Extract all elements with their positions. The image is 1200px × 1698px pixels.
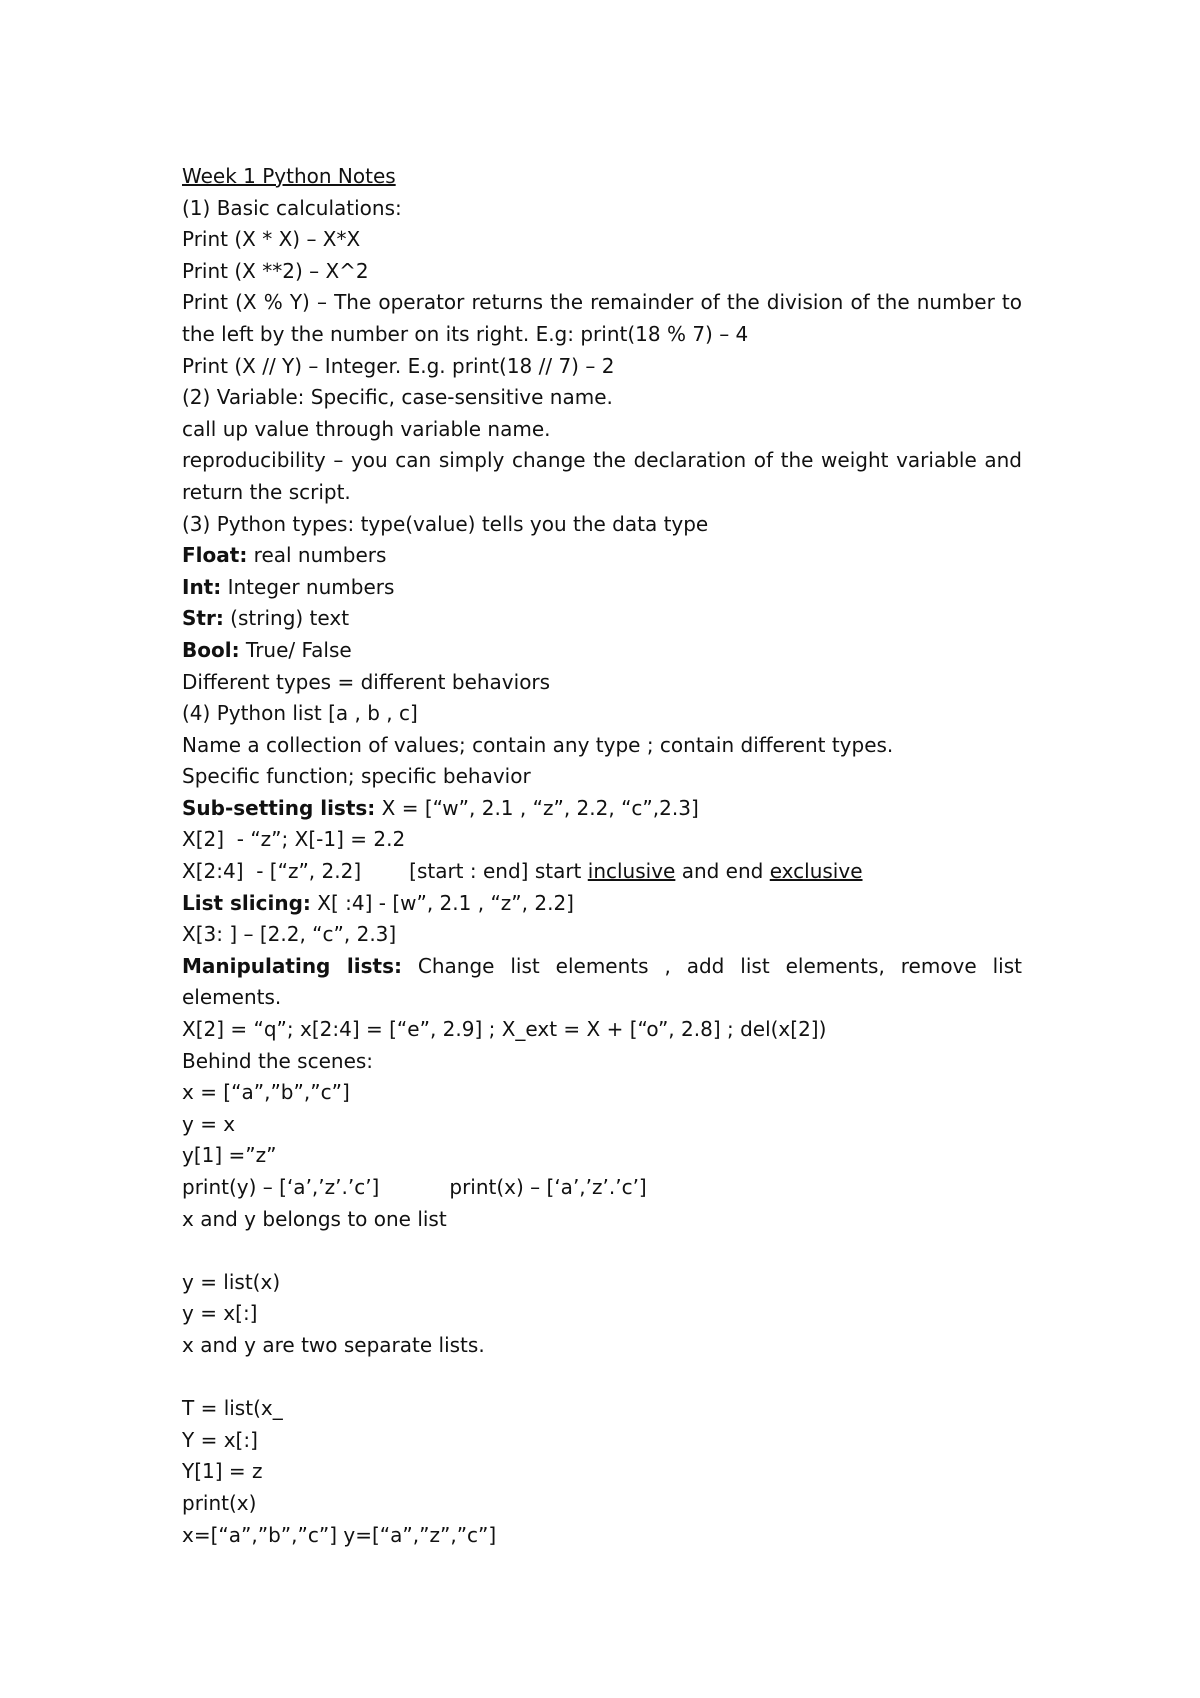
term-label: Manipulating lists:	[182, 953, 402, 978]
behind-scenes-heading: Behind the scenes:	[182, 1048, 374, 1073]
text-line: X[3: ] – [2.2, “c”, 2.3]	[182, 922, 397, 947]
slice-line	[182, 856, 1022, 888]
code-line: y = x	[182, 1111, 236, 1136]
slice-rule-mid: and end	[675, 859, 770, 884]
slice-rule: [start : end] start	[409, 859, 588, 884]
section-heading-variable: (2) Variable: Specific, case-sensitive name.	[182, 385, 613, 410]
term-text: X[ :4] - [w”, 2.1 , “z”, 2.2]	[310, 890, 574, 915]
section-heading-basic-calculations: (1) Basic calculations:	[182, 195, 402, 220]
print-x: print(x) – [‘a’,’z’.’c’]	[449, 1175, 647, 1199]
code-line: y = x[:]	[182, 1301, 258, 1326]
code-line: y = list(x)	[182, 1269, 281, 1294]
type-str-line	[182, 603, 1022, 635]
type-label: Float:	[182, 543, 248, 568]
text-line: Name a collection of values; contain any type ; contain different types.	[182, 732, 894, 757]
type-label: Str:	[182, 606, 224, 631]
type-float-line	[182, 540, 1022, 572]
inclusive-word: inclusive	[587, 859, 676, 884]
code-line: print(x)	[182, 1490, 257, 1515]
section-heading-python-list: (4) Python list [a , b , c]	[182, 701, 418, 726]
slice-example: X[2:4] - [“z”, 2.2]	[182, 859, 362, 884]
text-line: Print (X * X) – X*X	[182, 227, 361, 252]
type-text: real numbers	[247, 543, 387, 568]
text-paragraph: Print (X % Y) – The operator returns the remainder of the division of the number to the left by the number on its right. E.g: print(18 % 7) – 4	[182, 290, 1022, 346]
code-line: Y = x[:]	[182, 1427, 258, 1452]
blank-line	[182, 1362, 1022, 1394]
exclusive-word: exclusive	[769, 859, 863, 884]
code-line: x=[“a”,”b”,”c”] y=[“a”,”z”,”c”]	[182, 1522, 497, 1547]
list-slicing-line	[182, 888, 1022, 920]
code-line: y[1] =”z”	[182, 1143, 277, 1168]
type-text: Integer numbers	[221, 574, 395, 599]
term-text: Change list elements , add list elements, remove list elements.	[182, 953, 1022, 1010]
code-line-print	[182, 1172, 1022, 1204]
code-line: x = [“a”,”b”,”c”]	[182, 1080, 350, 1105]
type-label: Bool:	[182, 637, 240, 662]
term-text: X = [“w”, 2.1 , “z”, 2.2, “c”,2.3]	[375, 795, 699, 820]
text-line: call up value through variable name.	[182, 416, 551, 441]
page-title: Week 1 Python Notes	[182, 164, 396, 188]
print-y: print(y) – [‘a’,’z’.’c’]	[182, 1175, 380, 1199]
blank-line	[182, 1235, 1022, 1267]
text-line: X[2] = “q”; x[2:4] = [“e”, 2.9] ; X_ext = X + [“o”, 2.8] ; del(x[2])	[182, 1017, 827, 1042]
term-label: Sub-setting lists:	[182, 795, 376, 820]
text-line: Specific function; specific behavior	[182, 764, 531, 789]
type-bool-line	[182, 635, 1022, 667]
type-label: Int:	[182, 574, 222, 599]
text-line: X[2] - “z”; X[-1] = 2.2	[182, 827, 406, 852]
subsetting-line	[182, 793, 1022, 825]
code-line: Y[1] = z	[182, 1459, 263, 1484]
code-line: T = list(x_	[182, 1396, 283, 1421]
type-text: (string) text	[223, 606, 350, 631]
section-heading-python-types: (3) Python types: type(value) tells you the data type	[182, 511, 709, 536]
text-line: x and y are two separate lists.	[182, 1332, 485, 1357]
text-line: Print (X // Y) – Integer. E.g. print(18 // 7) – 2	[182, 353, 615, 378]
text-paragraph: reproducibility – you can simply change the declaration of the weight variable and return the script.	[182, 448, 1022, 504]
manipulating-lists-paragraph	[182, 951, 1022, 1014]
type-text: True/ False	[239, 637, 352, 662]
text-line: Different types = different behaviors	[182, 669, 551, 694]
text-line: x and y belongs to one list	[182, 1206, 447, 1231]
type-int-line	[182, 572, 1022, 604]
document-page	[182, 161, 1022, 1551]
term-label: List slicing:	[182, 890, 311, 915]
text-line: Print (X **2) – X^2	[182, 258, 369, 283]
